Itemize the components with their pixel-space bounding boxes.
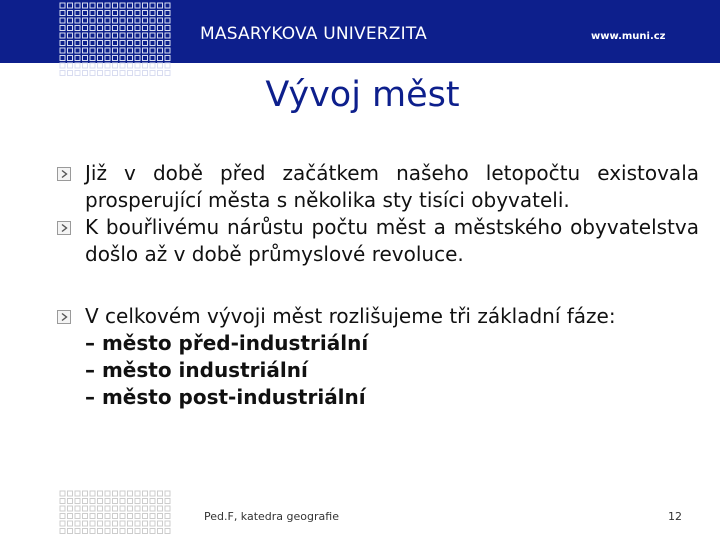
dot	[150, 11, 155, 16]
dot	[135, 33, 140, 38]
dot	[150, 41, 155, 46]
dot	[143, 514, 148, 519]
dot	[105, 11, 110, 16]
dot	[75, 514, 80, 519]
dot	[150, 56, 155, 61]
dot	[120, 521, 125, 526]
dot	[135, 529, 140, 534]
dot	[90, 33, 95, 38]
dot	[75, 41, 80, 46]
dot	[143, 499, 148, 504]
dot	[165, 506, 170, 511]
dot	[150, 26, 155, 31]
dot	[128, 56, 133, 61]
dot	[98, 11, 103, 16]
dot	[128, 41, 133, 46]
dot	[120, 33, 125, 38]
dot	[98, 506, 103, 511]
phase-item: – město industriální	[85, 358, 308, 382]
footer-text: Ped.F, katedra geografie	[204, 510, 339, 523]
dot	[75, 529, 80, 534]
paragraph-text: K bouřlivému nárůstu počtu měst a městského obyvatelstva došlo až v době průmyslové revoluce.	[85, 215, 699, 266]
dot	[135, 63, 140, 68]
dot	[90, 521, 95, 526]
dot	[98, 48, 103, 53]
dot	[68, 11, 73, 16]
dot	[135, 514, 140, 519]
dot	[150, 491, 155, 496]
dot	[68, 506, 73, 511]
dot	[105, 491, 110, 496]
dot	[113, 63, 118, 68]
dot	[105, 33, 110, 38]
dot	[113, 11, 118, 16]
dot	[165, 3, 170, 8]
dot	[143, 48, 148, 53]
dot	[75, 63, 80, 68]
dot	[90, 48, 95, 53]
dot	[150, 514, 155, 519]
dot	[158, 506, 163, 511]
dot	[120, 48, 125, 53]
dot	[128, 506, 133, 511]
dot	[158, 529, 163, 534]
dot	[83, 41, 88, 46]
dot	[98, 514, 103, 519]
dot	[120, 506, 125, 511]
dot	[143, 26, 148, 31]
dot	[98, 63, 103, 68]
dot	[165, 514, 170, 519]
dot	[150, 521, 155, 526]
dot	[60, 506, 65, 511]
dot	[68, 56, 73, 61]
dot	[60, 11, 65, 16]
dot	[135, 3, 140, 8]
dot	[158, 499, 163, 504]
dot	[150, 33, 155, 38]
dot	[90, 26, 95, 31]
dot	[105, 63, 110, 68]
dot	[143, 506, 148, 511]
dot	[75, 491, 80, 496]
dot	[98, 529, 103, 534]
dot	[60, 48, 65, 53]
dot	[128, 11, 133, 16]
dot	[113, 514, 118, 519]
dot	[128, 521, 133, 526]
dot	[158, 18, 163, 23]
dot	[83, 48, 88, 53]
dot	[165, 529, 170, 534]
phase-item: – město post-industriální	[85, 385, 366, 409]
dot	[83, 18, 88, 23]
dot	[90, 56, 95, 61]
dot	[75, 33, 80, 38]
dot	[75, 521, 80, 526]
dot	[143, 41, 148, 46]
dot	[128, 529, 133, 534]
dot	[90, 3, 95, 8]
dot	[98, 56, 103, 61]
dot	[165, 26, 170, 31]
dot	[113, 499, 118, 504]
website-url: www.muni.cz	[591, 31, 666, 42]
dot	[83, 491, 88, 496]
dot	[135, 18, 140, 23]
phase-item: – město před-industriální	[85, 331, 369, 355]
dot	[68, 63, 73, 68]
dot	[98, 71, 103, 76]
dot	[83, 514, 88, 519]
dot	[113, 56, 118, 61]
dot	[83, 529, 88, 534]
dot	[105, 48, 110, 53]
dot	[98, 41, 103, 46]
dot	[90, 529, 95, 534]
dot	[165, 11, 170, 16]
dot	[158, 71, 163, 76]
dot	[120, 18, 125, 23]
dot	[113, 506, 118, 511]
dot	[150, 506, 155, 511]
dot	[150, 499, 155, 504]
dot	[105, 514, 110, 519]
dot	[60, 26, 65, 31]
bullet-paragraph	[57, 214, 699, 268]
dot	[150, 18, 155, 23]
dot	[158, 11, 163, 16]
dot	[143, 33, 148, 38]
dot	[105, 499, 110, 504]
dot	[98, 499, 103, 504]
dot	[135, 41, 140, 46]
dot	[128, 3, 133, 8]
dot	[150, 71, 155, 76]
dot	[135, 499, 140, 504]
dot	[150, 3, 155, 8]
dot	[128, 26, 133, 31]
dot	[165, 491, 170, 496]
dot	[165, 71, 170, 76]
dot	[83, 521, 88, 526]
dot	[135, 521, 140, 526]
dot	[68, 26, 73, 31]
dot	[120, 63, 125, 68]
dot	[158, 491, 163, 496]
dot	[68, 499, 73, 504]
bullet-arrow-icon	[57, 310, 71, 324]
dot	[150, 48, 155, 53]
dot	[75, 26, 80, 31]
dot	[105, 521, 110, 526]
dot	[75, 506, 80, 511]
dot	[165, 63, 170, 68]
dot	[75, 56, 80, 61]
dot	[60, 3, 65, 8]
dot	[128, 499, 133, 504]
dot	[90, 499, 95, 504]
dot	[128, 63, 133, 68]
slide-body	[57, 160, 699, 411]
dot	[68, 71, 73, 76]
dot	[60, 529, 65, 534]
dot	[105, 529, 110, 534]
dot	[135, 491, 140, 496]
dot	[68, 514, 73, 519]
dot	[60, 514, 65, 519]
dot	[128, 33, 133, 38]
dot	[113, 26, 118, 31]
dot	[165, 499, 170, 504]
dot	[105, 26, 110, 31]
dot	[158, 521, 163, 526]
dot	[143, 529, 148, 534]
dot	[120, 11, 125, 16]
dot	[135, 48, 140, 53]
dot	[68, 521, 73, 526]
dot	[75, 11, 80, 16]
dot	[120, 71, 125, 76]
header-bar	[0, 0, 720, 63]
dot	[158, 56, 163, 61]
dot	[158, 26, 163, 31]
dot	[98, 33, 103, 38]
dot	[120, 529, 125, 534]
dot	[150, 63, 155, 68]
dot	[120, 499, 125, 504]
dot	[135, 71, 140, 76]
dot	[90, 71, 95, 76]
dot	[60, 33, 65, 38]
dot	[150, 529, 155, 534]
dot	[120, 41, 125, 46]
dot	[75, 3, 80, 8]
dot	[60, 491, 65, 496]
dot	[68, 48, 73, 53]
dot	[60, 18, 65, 23]
dot	[165, 48, 170, 53]
dot	[75, 499, 80, 504]
dot	[120, 514, 125, 519]
dot	[83, 3, 88, 8]
dot	[90, 41, 95, 46]
dot	[68, 491, 73, 496]
dot	[68, 18, 73, 23]
dot	[113, 48, 118, 53]
dot	[60, 41, 65, 46]
dot	[120, 56, 125, 61]
dot	[143, 491, 148, 496]
dot	[158, 63, 163, 68]
dot	[83, 63, 88, 68]
dot	[105, 506, 110, 511]
dot	[83, 499, 88, 504]
dot	[113, 41, 118, 46]
dot	[143, 11, 148, 16]
bullet-arrow-icon	[57, 167, 71, 181]
dot	[90, 491, 95, 496]
dot	[158, 3, 163, 8]
dot	[113, 521, 118, 526]
dot	[165, 18, 170, 23]
decorative-dot-grid	[0, 0, 172, 80]
dot	[98, 18, 103, 23]
dot	[90, 11, 95, 16]
dot	[135, 506, 140, 511]
dot	[143, 521, 148, 526]
dot	[113, 3, 118, 8]
dot	[135, 26, 140, 31]
bullet-paragraph	[57, 160, 699, 214]
dot	[120, 491, 125, 496]
dot	[165, 33, 170, 38]
dot	[113, 33, 118, 38]
dot	[68, 529, 73, 534]
dot	[75, 71, 80, 76]
dot	[90, 18, 95, 23]
dot	[120, 3, 125, 8]
dot	[128, 514, 133, 519]
dot	[83, 71, 88, 76]
dot	[120, 26, 125, 31]
dot	[83, 33, 88, 38]
dot	[143, 63, 148, 68]
dot	[165, 521, 170, 526]
dot	[68, 3, 73, 8]
dot	[105, 3, 110, 8]
dot	[60, 63, 65, 68]
page-number: 12	[668, 510, 682, 523]
dot	[60, 71, 65, 76]
dot	[143, 56, 148, 61]
paragraph-intro: V celkovém vývoji měst rozlišujeme tři základní fáze:	[85, 304, 616, 328]
dot	[158, 514, 163, 519]
dot	[75, 18, 80, 23]
dot	[165, 41, 170, 46]
dot	[98, 521, 103, 526]
dot	[83, 26, 88, 31]
dot	[105, 41, 110, 46]
dot	[60, 521, 65, 526]
bullet-paragraph	[57, 303, 699, 411]
dot	[113, 18, 118, 23]
dot	[90, 514, 95, 519]
dot	[158, 48, 163, 53]
dot	[128, 491, 133, 496]
slide-title: Vývoj měst	[265, 75, 460, 115]
dot	[158, 33, 163, 38]
dot	[143, 3, 148, 8]
dot	[98, 491, 103, 496]
dot	[113, 491, 118, 496]
dot	[128, 18, 133, 23]
dot	[68, 41, 73, 46]
dot	[90, 506, 95, 511]
dot	[128, 48, 133, 53]
dot	[135, 11, 140, 16]
dot	[75, 48, 80, 53]
dot	[98, 3, 103, 8]
dot	[98, 26, 103, 31]
paragraph-text: Již v době před začátkem našeho letopočtu existovala prosperující města s několika sty tisíci obyvateli.	[85, 161, 699, 212]
dot	[113, 529, 118, 534]
dot	[83, 56, 88, 61]
dot	[113, 71, 118, 76]
bullet-arrow-icon	[57, 221, 71, 235]
dot	[105, 18, 110, 23]
decorative-dot-grid	[0, 488, 172, 540]
dot	[83, 11, 88, 16]
dot	[105, 71, 110, 76]
dot	[105, 56, 110, 61]
dot	[165, 56, 170, 61]
dot	[143, 18, 148, 23]
dot	[83, 506, 88, 511]
dot	[135, 56, 140, 61]
dot	[128, 71, 133, 76]
dot	[90, 63, 95, 68]
dot	[158, 41, 163, 46]
dot	[60, 499, 65, 504]
university-name: MASARYKOVA UNIVERZITA	[200, 24, 427, 44]
dot	[68, 33, 73, 38]
dot	[143, 71, 148, 76]
dot	[60, 56, 65, 61]
